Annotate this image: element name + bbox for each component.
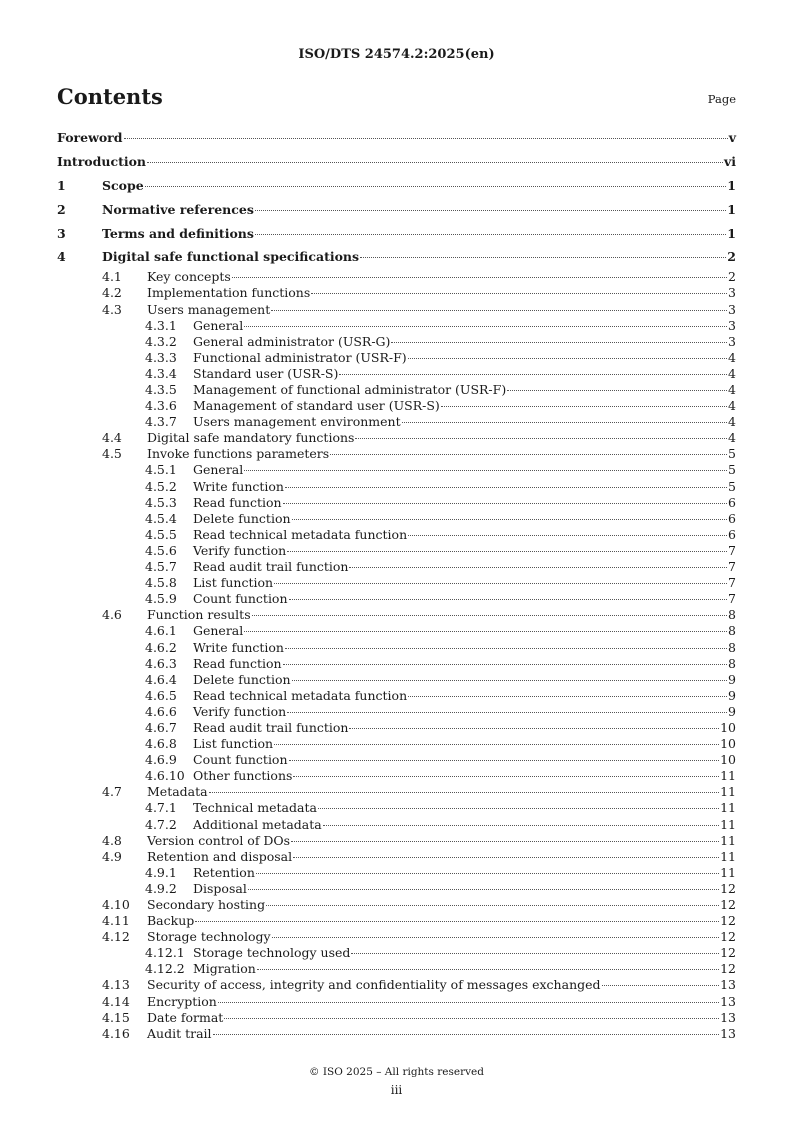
toc-entry[interactable] [57, 350, 736, 366]
toc-entry-page: 13 [720, 993, 736, 1009]
toc-entry[interactable] [57, 446, 736, 462]
toc-entry-page: 3 [728, 301, 736, 317]
toc-entry-page: 13 [720, 1009, 736, 1025]
toc-entry-number: 4.13 [102, 977, 130, 993]
toc-entry-title: Digital safe mandatory functions [147, 430, 355, 446]
dot-leader [339, 374, 727, 375]
toc-entry-page: 3 [728, 317, 736, 333]
toc-entry-number: 4.5.3 [145, 494, 177, 510]
toc-entry-title: Digital safe functional specifications [102, 249, 360, 265]
dot-leader [287, 712, 727, 713]
dot-leader [291, 841, 719, 842]
dot-leader [257, 969, 719, 970]
toc-entry-title: Read audit trail function [193, 559, 349, 575]
dot-leader [232, 277, 727, 278]
toc-entry-page: 11 [720, 864, 736, 880]
toc-entry-page: 4 [728, 349, 736, 365]
toc-entry-title: Date format [147, 1009, 224, 1025]
toc-entry-title: Functional administrator (USR-F) [193, 349, 407, 365]
toc-entry-page: 11 [720, 768, 736, 784]
toc-entry[interactable] [57, 913, 736, 929]
toc-entry-number: 4.6.6 [145, 703, 177, 719]
toc-entry-page: 1 [727, 177, 736, 193]
toc-entry-title: General administrator (USR-G) [193, 333, 391, 349]
toc-entry-title: Retention [193, 864, 255, 880]
dot-leader [274, 583, 727, 584]
toc-entry[interactable] [57, 720, 736, 736]
page-title: Contents [57, 84, 163, 109]
dot-leader [224, 1018, 719, 1019]
toc-entry[interactable] [57, 398, 736, 414]
toc-entry-number: 4.16 [102, 1025, 130, 1041]
dot-leader [318, 808, 719, 809]
toc-entry-number: 4.6.4 [145, 671, 177, 687]
toc-entry-page: 2 [727, 249, 736, 265]
toc-entry-page: 1 [727, 225, 736, 241]
dot-leader [244, 631, 727, 632]
toc-entry[interactable] [57, 591, 736, 607]
toc-entry-number: 4.6.7 [145, 719, 177, 735]
toc-entry-page: 3 [728, 333, 736, 349]
toc-entry[interactable] [57, 994, 736, 1010]
toc-entry-title: Management of standard user (USR-S) [193, 398, 440, 414]
dot-leader [349, 728, 719, 729]
dot-leader [213, 1034, 720, 1035]
toc-entry-page: 4 [728, 414, 736, 430]
dot-leader [330, 454, 727, 455]
page-column-label: Page [707, 92, 736, 106]
toc-entry-number: 4.3 [102, 301, 122, 317]
dot-leader [349, 567, 727, 568]
toc-entry-number: 4.6.2 [145, 639, 177, 655]
toc-entry-page: 7 [728, 542, 736, 558]
toc-entry[interactable] [57, 865, 736, 881]
toc-entry-title: Delete function [193, 510, 291, 526]
toc-entry-number: 3 [57, 225, 66, 241]
toc-entry-page: 12 [720, 880, 736, 896]
toc-entry-title: Users management environment [193, 414, 401, 430]
toc-entry-page: 4 [728, 430, 736, 446]
toc-entry[interactable] [57, 318, 736, 334]
toc-entry[interactable] [57, 752, 736, 768]
dot-leader [355, 438, 727, 439]
dot-leader [292, 680, 728, 681]
toc-entry[interactable] [57, 961, 736, 977]
toc-entry-title: Normative references [102, 201, 254, 217]
toc-entry-page: 7 [728, 559, 736, 575]
toc-entry[interactable] [57, 736, 736, 752]
toc-entry-title: Standard user (USR-S) [193, 365, 339, 381]
toc-entry-page: 12 [720, 929, 736, 945]
toc-entry-number: 4.3.4 [145, 365, 177, 381]
toc-entry[interactable] [57, 1026, 736, 1042]
dot-leader [408, 358, 727, 359]
document-header: ISO/DTS 24574.2:2025(en) [298, 47, 495, 62]
toc-entry-page: 10 [720, 736, 736, 752]
toc-entry-page: 12 [720, 945, 736, 961]
dot-leader [274, 744, 719, 745]
toc-entry[interactable] [57, 511, 736, 527]
toc-entry-title: Users management [147, 301, 271, 317]
page-number: iii [390, 1083, 403, 1097]
dot-leader [507, 390, 727, 391]
toc-entry-number: 4.9.2 [145, 880, 177, 896]
toc-entry[interactable] [57, 640, 736, 656]
dot-leader [244, 326, 727, 327]
toc-entry-number: 4.2 [102, 285, 122, 301]
toc-entry[interactable] [57, 833, 736, 849]
toc-entry-page: 12 [720, 913, 736, 929]
toc-entry[interactable] [57, 672, 736, 688]
toc-entry-number: 4.6.3 [145, 655, 177, 671]
toc-entry[interactable] [57, 366, 736, 382]
toc-entry-title: Backup [147, 913, 195, 929]
dot-leader [408, 696, 727, 697]
copyright-footer: © ISO 2025 – All rights reserved [309, 1066, 484, 1078]
toc-entry-number: 4.5.2 [145, 478, 177, 494]
toc-entry-number: 4.14 [102, 993, 130, 1009]
toc-entry-title: Scope [102, 177, 144, 193]
toc-entry-title: Implementation functions [147, 285, 311, 301]
toc-entry[interactable] [57, 527, 736, 543]
toc-entry-page: 6 [728, 510, 736, 526]
toc-entry-title: Metadata [147, 784, 208, 800]
toc-entry[interactable] [57, 945, 736, 961]
toc-entry-page: 5 [728, 462, 736, 478]
toc-entry-page: 4 [728, 398, 736, 414]
toc-entry-number: 4.12.2 [145, 961, 185, 977]
toc-entry[interactable] [57, 768, 736, 784]
toc-entry[interactable] [57, 495, 736, 511]
toc-entry-number: 4.5.5 [145, 526, 177, 542]
toc-entry-title: Write function [193, 478, 284, 494]
toc-entry[interactable] [57, 269, 736, 285]
toc-entry[interactable] [57, 126, 736, 150]
toc-entry[interactable] [57, 462, 736, 478]
toc-entry-page: 7 [728, 575, 736, 591]
toc-entry[interactable] [57, 977, 736, 993]
dot-leader [147, 162, 723, 163]
toc-entry-page: 5 [728, 446, 736, 462]
toc-entry[interactable] [57, 222, 736, 246]
toc-entry-number: 4.5.4 [145, 510, 177, 526]
toc-entry-title: Read function [193, 655, 282, 671]
dot-leader [244, 470, 727, 471]
table-of-contents [57, 126, 736, 1042]
toc-entry-title: Count function [193, 591, 288, 607]
toc-entry[interactable] [57, 817, 736, 833]
dot-leader [323, 825, 719, 826]
toc-entry-title: Invoke functions parameters [147, 446, 330, 462]
toc-entry-page: 10 [720, 719, 736, 735]
toc-entry-title: Additional metadata [193, 816, 322, 832]
toc-entry[interactable] [57, 334, 736, 350]
toc-entry-number: 4.5.9 [145, 591, 177, 607]
toc-entry-page: 5 [728, 478, 736, 494]
toc-entry-page: 1 [727, 201, 736, 217]
dot-leader [145, 186, 727, 187]
toc-entry-number: 4.3.7 [145, 414, 177, 430]
toc-entry-title: General [193, 317, 244, 333]
toc-entry-number: 4.3.1 [145, 317, 177, 333]
toc-entry-page: 9 [728, 687, 736, 703]
dot-leader [408, 535, 727, 536]
toc-entry-title: Read technical metadata function [193, 687, 408, 703]
dot-leader [402, 422, 727, 423]
toc-entry-number: 4.7 [102, 784, 122, 800]
toc-entry-number: 2 [57, 201, 66, 217]
toc-entry[interactable] [57, 897, 736, 913]
dot-leader [271, 310, 727, 311]
toc-entry-number: 4.6.1 [145, 623, 177, 639]
dot-leader [441, 406, 727, 407]
toc-entry-page: 2 [728, 269, 736, 285]
toc-entry[interactable] [57, 198, 736, 222]
toc-entry-title: General [193, 623, 244, 639]
toc-entry-number: 4.10 [102, 897, 130, 912]
toc-entry-number: 4.11 [102, 913, 130, 929]
toc-entry-title: Secondary hosting [147, 897, 266, 912]
dot-leader [292, 519, 728, 520]
toc-entry-number: 4.5.1 [145, 462, 177, 478]
toc-entry[interactable] [57, 559, 736, 575]
toc-entry-page: 8 [728, 607, 736, 623]
toc-entry[interactable] [57, 800, 736, 816]
toc-entry[interactable] [57, 150, 736, 174]
toc-entry-page: 11 [720, 848, 736, 864]
toc-entry-page: 4 [728, 365, 736, 381]
toc-entry[interactable] [57, 881, 736, 897]
toc-entry-page: 9 [728, 703, 736, 719]
toc-entry-number: 4.9.1 [145, 864, 177, 880]
toc-entry-number: 4.6.8 [145, 736, 177, 752]
dot-leader [311, 293, 727, 294]
toc-entry-number: 4.6.10 [145, 768, 185, 784]
toc-entry-title: Management of functional administrator (USR-F) [193, 382, 507, 397]
toc-entry-page: 13 [720, 1025, 736, 1041]
toc-entry-number: 4.7.1 [145, 800, 177, 816]
toc-entry-number: 4.12 [102, 929, 130, 945]
toc-entry-number: 1 [57, 177, 66, 193]
toc-entry-number: 4.15 [102, 1009, 130, 1025]
dot-leader [255, 210, 726, 211]
toc-entry[interactable] [57, 245, 736, 269]
toc-entry-title: Read audit trail function [193, 719, 349, 735]
toc-entry-title: Verify function [193, 542, 287, 558]
toc-entry[interactable] [57, 929, 736, 945]
toc-entry-number: 4.5 [102, 446, 122, 462]
dot-leader [255, 234, 726, 235]
toc-entry-title: Audit trail [147, 1025, 212, 1041]
dot-leader [285, 648, 727, 649]
toc-entry-number: 4.3.2 [145, 333, 177, 349]
toc-entry[interactable] [57, 1010, 736, 1026]
toc-entry[interactable] [57, 849, 736, 865]
toc-entry-title: Disposal [193, 880, 247, 896]
toc-entry[interactable] [57, 430, 736, 446]
toc-entry-number: 4.8 [102, 832, 122, 848]
dot-leader [252, 615, 727, 616]
toc-entry[interactable] [57, 575, 736, 591]
toc-entry[interactable] [57, 656, 736, 672]
toc-entry-page: 9 [728, 671, 736, 687]
toc-entry-page: v [728, 130, 736, 145]
dot-leader [289, 599, 728, 600]
toc-entry-title: Write function [193, 639, 284, 655]
toc-entry-number: 4.3.3 [145, 349, 177, 365]
dot-leader [283, 664, 727, 665]
toc-entry[interactable] [57, 704, 736, 720]
toc-entry-title: Read function [193, 494, 282, 510]
toc-entry-page: 11 [720, 816, 736, 832]
dot-leader [360, 257, 726, 258]
dot-leader [285, 487, 727, 488]
toc-entry-title: Storage technology used [193, 945, 351, 961]
toc-entry-number: 4.5.8 [145, 575, 177, 591]
toc-entry-page: vi [723, 153, 736, 169]
dot-leader [272, 937, 720, 938]
dot-leader [283, 503, 727, 504]
toc-entry-number: 4 [57, 249, 66, 265]
toc-entry-title: Retention and disposal [147, 848, 293, 864]
toc-entry[interactable] [57, 285, 736, 301]
toc-entry[interactable] [57, 414, 736, 430]
dot-leader [293, 857, 719, 858]
toc-entry-title: Key concepts [147, 269, 231, 285]
toc-entry-page: 11 [720, 784, 736, 800]
toc-entry-number: 4.5.7 [145, 559, 177, 575]
toc-entry-number: 4.3.6 [145, 398, 177, 414]
toc-entry-title: Encryption [147, 993, 217, 1009]
dot-leader [266, 905, 719, 906]
toc-entry-title: Delete function [193, 671, 291, 687]
toc-entry-number: 4.9 [102, 848, 122, 864]
toc-entry-number: 4.1 [102, 269, 122, 285]
dot-leader [256, 873, 719, 874]
dot-leader [602, 985, 720, 986]
toc-entry-page: 4 [728, 382, 736, 397]
toc-entry-page: 3 [728, 285, 736, 301]
dot-leader [218, 1002, 719, 1003]
toc-entry-title: Storage technology [147, 929, 271, 945]
toc-entry[interactable] [57, 688, 736, 704]
toc-entry[interactable] [57, 479, 736, 495]
toc-entry-title: Verify function [193, 703, 287, 719]
toc-entry-title: List function [193, 575, 274, 591]
toc-entry-title: Technical metadata [193, 800, 317, 816]
toc-entry-page: 11 [720, 832, 736, 848]
toc-entry-title: General [193, 462, 244, 478]
toc-entry-number: 4.12.1 [145, 945, 185, 961]
toc-entry-page: 8 [728, 639, 736, 655]
toc-entry[interactable] [57, 607, 736, 623]
dot-leader [248, 889, 719, 890]
toc-entry[interactable] [57, 382, 736, 398]
toc-entry-title: List function [193, 736, 274, 752]
toc-entry[interactable] [57, 302, 736, 318]
dot-leader [289, 760, 720, 761]
dot-leader [195, 921, 719, 922]
toc-entry-number: 4.7.2 [145, 816, 177, 832]
toc-entry-number: 4.6.9 [145, 752, 177, 768]
toc-entry-page: 11 [720, 800, 736, 816]
dot-leader [351, 953, 719, 954]
toc-entry-page: 13 [720, 977, 736, 993]
toc-entry[interactable] [57, 174, 736, 198]
dot-leader [124, 138, 728, 139]
toc-entry-number: 4.5.6 [145, 542, 177, 558]
toc-entry-page: 12 [720, 961, 736, 977]
toc-entry-title: Migration [193, 961, 256, 977]
toc-entry-title: Terms and definitions [102, 225, 254, 241]
toc-entry[interactable] [57, 623, 736, 639]
dot-leader [287, 551, 727, 552]
toc-entry-page: 6 [728, 494, 736, 510]
toc-entry-page: 10 [720, 752, 736, 768]
toc-entry-title: Read technical metadata function [193, 526, 408, 542]
toc-entry-title: Function results [147, 607, 251, 623]
toc-entry-page: 8 [728, 623, 736, 639]
dot-leader [293, 776, 719, 777]
dot-leader [391, 342, 727, 343]
toc-entry[interactable] [57, 543, 736, 559]
toc-entry-title: Other functions [193, 768, 293, 784]
toc-entry-number: 4.3.5 [145, 382, 177, 397]
toc-entry-page: 12 [720, 897, 736, 912]
toc-entry-title: Count function [193, 752, 288, 768]
toc-entry-title: Version control of DOs [147, 832, 291, 848]
toc-entry-page: 6 [728, 526, 736, 542]
dot-leader [209, 792, 719, 793]
toc-entry-page: 7 [728, 591, 736, 607]
toc-entry-title: Foreword [57, 130, 123, 145]
toc-entry-number: 4.6 [102, 607, 122, 623]
toc-entry-number: 4.4 [102, 430, 122, 446]
toc-entry-title: Security of access, integrity and confidentiality of messages exchanged [147, 977, 601, 993]
toc-entry-title: Introduction [57, 153, 147, 169]
toc-entry[interactable] [57, 784, 736, 800]
toc-entry-number: 4.6.5 [145, 687, 177, 703]
toc-entry-page: 8 [728, 655, 736, 671]
